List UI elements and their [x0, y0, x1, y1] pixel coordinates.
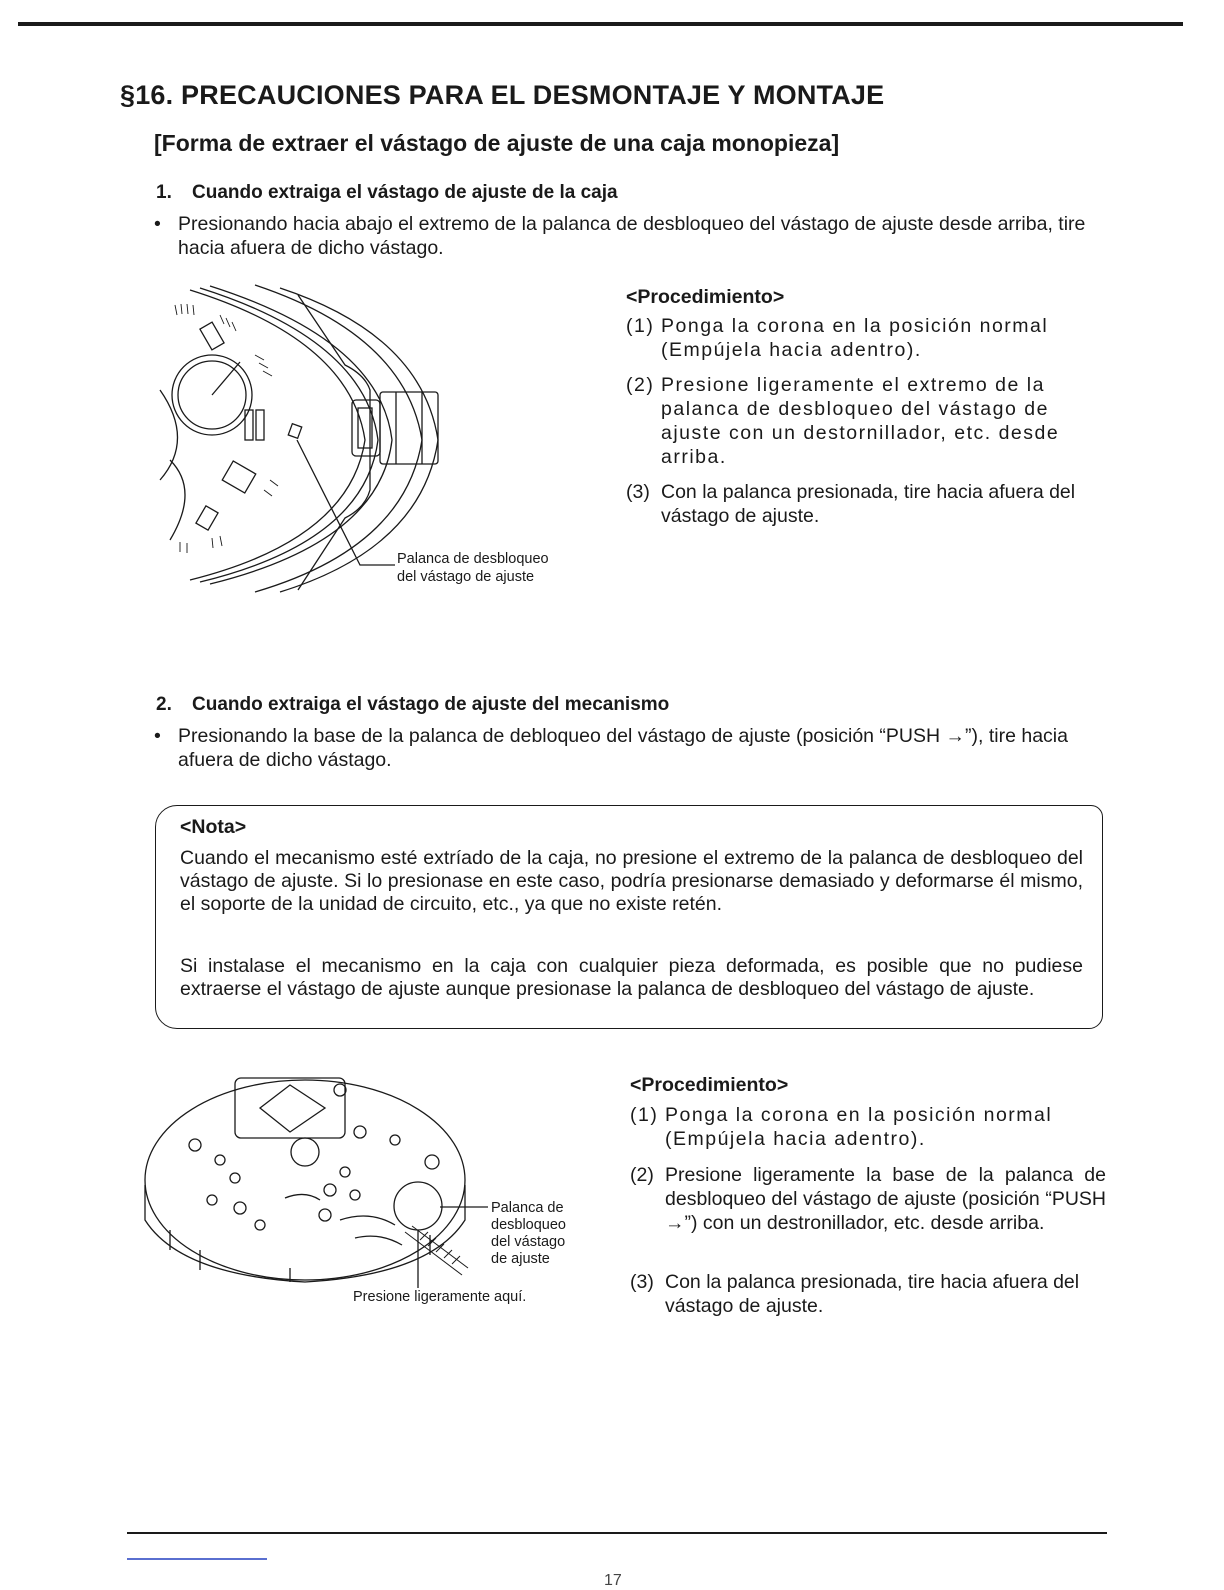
figure-2-caption-line-1: Palanca de [491, 1200, 564, 1216]
step-text: Con la palanca presionada, tire hacia afuera del vástago de ajuste. [665, 1271, 1080, 1317]
step-number: (3) [630, 1271, 654, 1293]
procedure-2-step-2 [630, 1163, 1106, 1235]
figure-1-caption-line-1: Palanca de desbloqueo [397, 551, 549, 567]
bottom-rule [127, 1532, 1107, 1534]
procedure-2-step-3 [630, 1270, 1106, 1318]
section-2-heading [156, 694, 669, 716]
procedure-2-step-1 [630, 1103, 1106, 1151]
section-1-bullet [154, 212, 1103, 260]
step-number: (2) [626, 374, 655, 396]
step-text: Con la palanca presionada, tire hacia afuera del vástago de ajuste. [661, 481, 1076, 527]
step-number: (2) [630, 1164, 654, 1186]
section-2-bullet-text: Presionando la base de la palanca de debloqueo del vástago de ajuste (posición “PUSH →”), tire hacia afuera de dicho vástago. [178, 725, 1068, 771]
procedure-1-step-2 [626, 373, 1104, 469]
top-rule [18, 22, 1183, 26]
procedure-1-step-1 [626, 314, 1104, 362]
section-1-heading [156, 182, 618, 204]
note-title: <Nota> [180, 816, 247, 838]
movement-figure [140, 1060, 480, 1290]
page-title: §16. PRECAUCIONES PARA EL DESMONTAJE Y MONTAJE [120, 80, 885, 110]
step-number: (3) [626, 481, 650, 503]
figure-2-caption-line-3: del vástago [491, 1234, 566, 1250]
procedure-2-title: <Procedimiento> [630, 1074, 789, 1096]
step-text: Ponga la corona en la posición normal (Empújela hacia adentro). [665, 1104, 1053, 1150]
figure-2-caption-line-2: desbloqueo [491, 1217, 566, 1233]
step-number: (1) [626, 315, 655, 337]
section-2-heading-text: Cuando extraiga el vástago de ajuste del mecanismo [192, 694, 670, 715]
section-2-number: 2. [156, 694, 172, 715]
step-text: Presione ligeramente el extremo de la palanca de desbloqueo del vástago de ajuste con un destornillador, etc. desde arriba. [661, 374, 1060, 468]
footer-accent-rule [127, 1558, 267, 1560]
page-subtitle: [Forma de extraer el vástago de ajuste de una caja monopieza] [154, 130, 840, 156]
procedure-1-title: <Procedimiento> [626, 286, 785, 308]
case-crown-figure [160, 280, 620, 600]
bullet-dot: • [154, 725, 161, 747]
figure-2-caption-line-4: de ajuste [491, 1251, 550, 1267]
figure-2-press-label: Presione ligeramente aquí. [353, 1289, 527, 1305]
note-paragraph-1: Cuando el mecanismo esté extríado de la caja, no presione el extremo de la palanca de desbloqueo del vástago de ajuste. Si lo presionase en este caso, podría presionarse demasiado y deformarse él mismo, el soporte de la unidad de circuito, etc., ya que no existe retén. [180, 847, 1083, 915]
section-1-bullet-text: Presionando hacia abajo el extremo de la palanca de desbloqueo del vástago de ajuste desde arriba, tire hacia afuera de dicho vástago. [178, 213, 1086, 259]
bullet-dot: • [154, 213, 161, 235]
section-1-number: 1. [156, 182, 172, 203]
step-text: Presione ligeramente la base de la palanca de desbloqueo del vástago de ajuste (posición “PUSH →”) con un destronillador, etc. desde arriba. [665, 1164, 1106, 1234]
section-1-heading-text: Cuando extraiga el vástago de ajuste de la caja [192, 182, 618, 203]
step-number: (1) [630, 1104, 659, 1126]
section-2-bullet [154, 724, 1113, 772]
note-paragraph-2: Si instalase el mecanismo en la caja con cualquier pieza deformada, es posible que no pudiese extraerse el vástago de ajuste aunque presionase la palanca de desbloqueo del vástago de ajuste. [180, 955, 1083, 1000]
step-text: Ponga la corona en la posición normal (Empújela hacia adentro). [661, 315, 1049, 361]
procedure-1-step-3 [626, 480, 1104, 528]
figure-1-caption-line-2: del vástago de ajuste [397, 569, 535, 585]
page-number: 17 [604, 1572, 622, 1589]
